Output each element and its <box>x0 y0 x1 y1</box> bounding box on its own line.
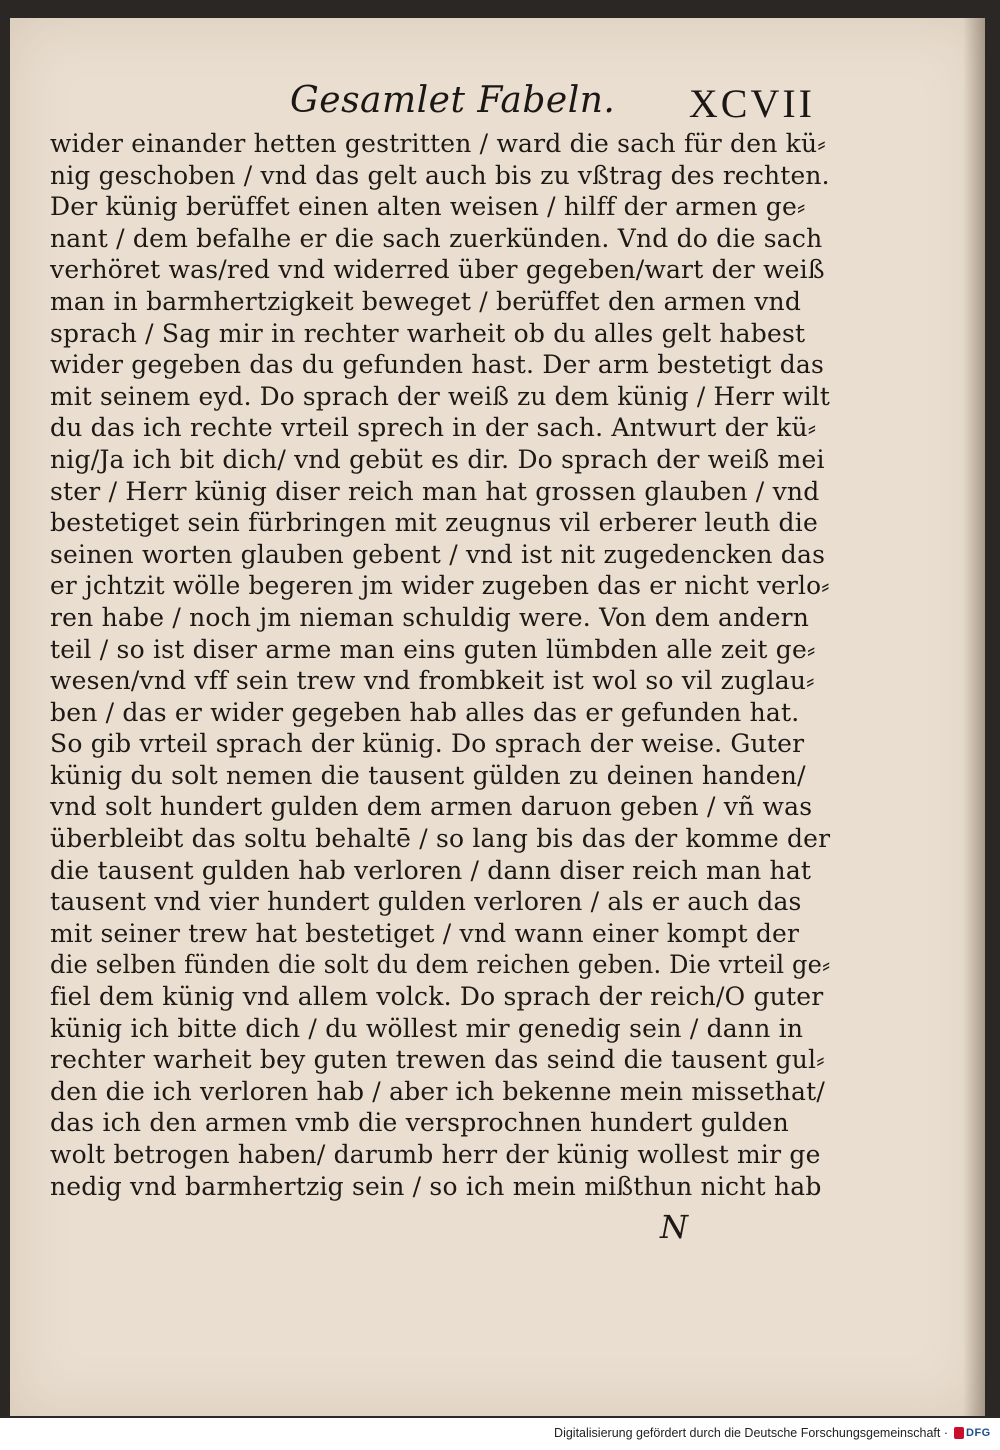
text-line: künig du solt nemen die tausent gülden zu deinen handen/ <box>50 760 806 790</box>
dfg-logo-icon <box>954 1425 994 1441</box>
text-line: wesen/vnd vff sein trew vnd frombkeit ist wol so vil zuglau⸗ <box>50 666 815 696</box>
text-line: man in barmhertzigkeit beweget / berüffet den armen vnd <box>50 286 802 316</box>
text-line: ren habe / noch jm nieman schuldig were. Von dem andern <box>50 602 810 632</box>
text-line: den die ich verloren hab / aber ich bekenne mein missethat/ <box>50 1076 826 1106</box>
funding-credit: Digitalisierung gefördert durch die Deutsche Forschungsgemeinschaft · <box>554 1426 948 1440</box>
text-line: tausent vnd vier hundert gulden verloren / als er auch das <box>50 887 802 917</box>
text-line: wider einander hetten gestritten / ward die sach für den kü⸗ <box>50 129 826 158</box>
text-line: teil / so ist diser arme man eins guten lümbden alle zeit ge⸗ <box>50 634 816 664</box>
page-header <box>10 80 985 130</box>
text-line: nig geschoben / vnd das gelt auch bis zu vßtrag des rechten. <box>50 160 830 190</box>
text-line: mit seiner trew hat bestetiget / vnd wann einer kompt der <box>50 918 800 948</box>
dfg-logo-text: DFG <box>966 1427 991 1439</box>
folio-number: XCVII <box>688 81 815 126</box>
text-line: überbleibt das soltu behaltē / so lang bis das der komme der <box>50 824 831 854</box>
text-line: wider gegeben das du gefunden hast. Der arm bestetigt das <box>50 350 825 380</box>
text-line: das ich den armen vmb die versprochnen hundert gulden <box>50 1108 789 1138</box>
text-line: seinen worten glauben gebent / vnd ist nit zugedencken das <box>50 539 826 569</box>
text-line: künig ich bitte dich / du wöllest mir genedig sein / dann in <box>50 1013 804 1043</box>
text-line: die selben fünden die solt du dem reichen geben. Die vrteil ge⸗ <box>50 950 831 980</box>
text-line: nig/Ja ich bit dich/ vnd gebüt es dir. Do sprach der weiß mei <box>50 444 825 474</box>
text-line: er jchtzit wölle begeren jm wider zugeben das er nicht verlo⸗ <box>50 571 830 601</box>
body-text <box>50 128 830 1202</box>
book-page <box>10 18 985 1416</box>
text-line: sprach / Sag mir in rechter warheit ob du alles gelt habest <box>50 318 806 348</box>
dfg-mark-icon <box>954 1427 964 1439</box>
text-line: So gib vrteil sprach der künig. Do sprach der weise. Guter <box>50 729 805 759</box>
footer-bar <box>0 1418 1000 1450</box>
text-line: mit seinem eyd. Do sprach der weiß zu dem künig / Herr wilt <box>50 381 830 411</box>
catchword: N <box>660 1208 688 1246</box>
text-line: wolt betrogen haben/ darumb herr der künig wollest mir ge <box>50 1140 821 1169</box>
text-line: Der künig berüffet einen alten weisen / hilff der armen ge⸗ <box>50 192 806 222</box>
text-line: du das ich rechte vrteil sprech in der sach. Antwurt der kü⸗ <box>50 413 817 443</box>
text-line: verhöret was/red vnd widerred über gegeben/wart der weiß <box>50 255 825 285</box>
text-line: vnd solt hundert gulden dem armen daruon geben / vñ was <box>50 792 813 822</box>
text-line: nant / dem befalhe er die sach zuerkünden. Vnd do die sach <box>50 223 823 253</box>
running-title: Gesamlet Fabeln. <box>290 80 616 121</box>
text-line: fiel dem künig vnd allem volck. Do sprach der reich/O guter <box>50 982 824 1012</box>
text-line: rechter warheit bey guten trewen das seind die tausent gul⸗ <box>50 1045 825 1075</box>
text-line: die tausent gulden hab verloren / dann diser reich man hat <box>50 855 812 885</box>
text-line: bestetiget sein fürbringen mit zeugnus vil erberer leuth die <box>50 508 818 538</box>
text-line: nedig vnd barmhertzig sein / so ich mein mißthun nicht hab <box>50 1171 822 1201</box>
text-line: ster / Herr künig diser reich man hat grossen glauben / vnd <box>50 476 820 506</box>
text-line: ben / das er wider gegeben hab alles das er gefunden hat. <box>50 697 800 727</box>
